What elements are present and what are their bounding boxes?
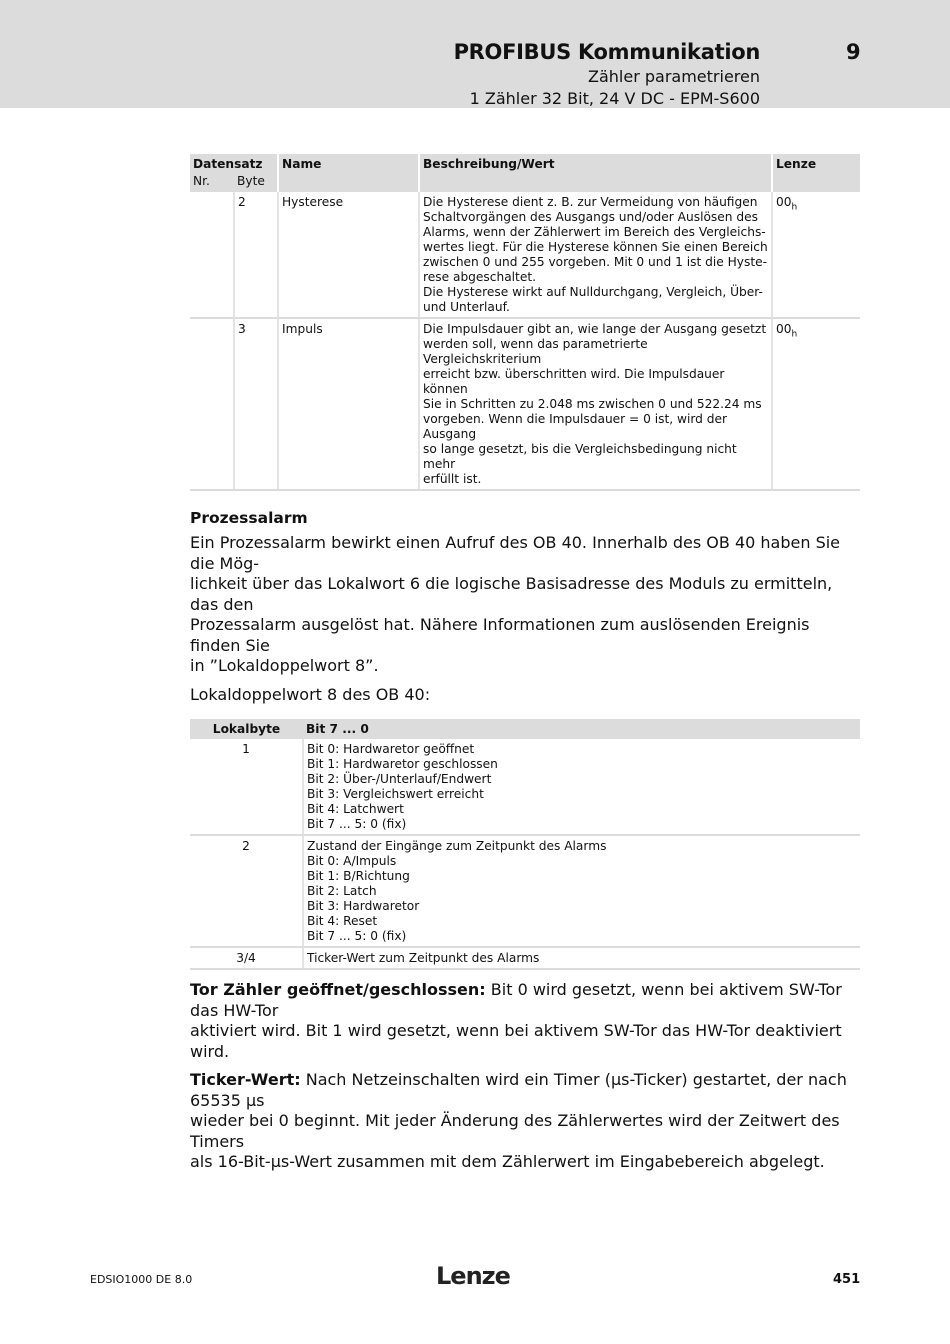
lokalbyte-cell: 1 — [190, 739, 303, 835]
description-line: und Unterlauf. — [423, 300, 510, 314]
paragraph-line: Prozessalarm ausgelöst hat. Nähere Informationen zum auslösenden Ereignis finden Sie — [190, 615, 810, 655]
name-cell: Impuls — [278, 318, 419, 490]
lenze-cell — [772, 192, 860, 318]
nr-cell — [190, 192, 234, 318]
description-line: Alarms, wenn der Zählerwert im Bereich des Vergleichs- — [423, 225, 766, 239]
header-nr: Nr. — [190, 172, 234, 192]
bit-line: Bit 3: Vergleichswert erreicht — [307, 787, 484, 801]
lokaldoppelwort-table — [190, 719, 860, 970]
table-intro: Lokaldoppelwort 8 des OB 40: — [190, 684, 431, 704]
description-line: Die Impulsdauer gibt an, wie lange der Ausgang gesetzt — [423, 322, 767, 336]
prozessalarm-paragraph — [190, 533, 860, 677]
header-datensatz: Datensatz — [190, 154, 278, 172]
byte-cell: 3 — [234, 318, 278, 490]
description-line: wertes liegt. Für die Hysterese können Sie einen Bereich — [423, 240, 768, 254]
section-subtitle: Zähler parametrieren — [588, 67, 760, 86]
nr-cell — [190, 318, 234, 490]
lenze-value: 00 — [776, 322, 792, 336]
tor-text-cont: aktiviert wird. Bit 1 wird gesetzt, wenn bei aktivem SW-Tor das HW-Tor deaktiviert wird. — [190, 1021, 842, 1061]
header-name: Name — [278, 154, 419, 192]
lenze-cell — [772, 318, 860, 490]
header-lokalbyte: Lokalbyte — [190, 719, 303, 739]
section-heading: Prozessalarm — [190, 509, 308, 527]
parameter-table — [190, 154, 860, 491]
bit-line: Bit 2: Über-/Unterlauf/Endwert — [307, 772, 492, 786]
description-line: zwischen 0 und 255 vorgeben. Mit 0 und 1 ist die Hyste- — [423, 255, 768, 269]
description-line: vorgeben. Wenn die Impulsdauer = 0 ist, wird der Ausgang — [423, 412, 728, 441]
description-line: Sie in Schritten zu 2.048 ms zwischen 0 und 522.24 ms — [423, 397, 762, 411]
bit-line: Zustand der Eingänge zum Zeitpunkt des Alarms — [307, 839, 607, 853]
description-cell — [419, 192, 772, 318]
paragraph-line: Ein Prozessalarm bewirkt einen Aufruf des OB 40. Innerhalb des OB 40 haben Sie die Mög- — [190, 533, 841, 573]
ticker-label: Ticker-Wert: — [190, 1070, 301, 1089]
ticker-text-cont: als 16-Bit-µs-Wert zusammen mit dem Zählerwert im Eingabebereich abgelegt. — [190, 1152, 825, 1171]
description-line: erreicht bzw. überschritten wird. Die Impulsdauer können — [423, 367, 725, 396]
lokalbyte-cell: 2 — [190, 835, 303, 947]
bit-line: Bit 7 ... 5: 0 (fix) — [307, 929, 407, 943]
chapter-number: 9 — [846, 40, 861, 64]
page-header — [0, 0, 950, 108]
bit-line: Bit 1: Hardwaretor geschlossen — [307, 757, 498, 771]
lenze-value: 00 — [776, 195, 792, 209]
description-line: rese abgeschaltet. — [423, 270, 536, 284]
bit-line: Bit 0: A/Impuls — [307, 854, 397, 868]
table-row — [190, 835, 860, 947]
page-title: PROFIBUS Kommunikation — [453, 40, 760, 64]
description-line: so lange gesetzt, bis die Vergleichsbedingung nicht mehr — [423, 442, 737, 471]
bit-line: Bit 2: Latch — [307, 884, 377, 898]
header-bits: Bit 7 ... 0 — [303, 719, 860, 739]
bits-cell — [303, 739, 860, 835]
bit-line: Bit 0: Hardwaretor geöffnet — [307, 742, 475, 756]
description-line: Die Hysterese wirkt auf Nulldurchgang, Vergleich, Über- — [423, 285, 763, 299]
ticker-note — [190, 1070, 860, 1173]
description-line: erfüllt ist. — [423, 472, 482, 486]
bit-line: Bit 4: Latchwert — [307, 802, 404, 816]
bit-line: Bit 4: Reset — [307, 914, 378, 928]
tor-label: Tor Zähler geöffnet/geschlossen: — [190, 980, 486, 999]
header-lenze: Lenze — [772, 154, 860, 192]
ticker-text: Nach Netzeinschalten wird ein Timer (µs-Ticker) gestartet, der nach 65535 µs — [190, 1070, 847, 1110]
bit-line: Bit 7 ... 5: 0 (fix) — [307, 817, 407, 831]
description-line: werden soll, wenn das parametrierte Vergleichskriterium — [423, 337, 648, 366]
ticker-text-cont: wieder bei 0 beginnt. Mit jeder Änderung des Zählerwertes wird der Zeitwert des Timers — [190, 1111, 840, 1151]
description-line: Die Hysterese dient z. B. zur Vermeidung von häufigen — [423, 195, 758, 209]
bits-cell — [303, 947, 860, 969]
bits-cell — [303, 835, 860, 947]
table-row — [190, 318, 860, 490]
lokalbyte-cell: 3/4 — [190, 947, 303, 969]
page-content — [190, 154, 860, 1181]
lenze-unit: h — [791, 202, 798, 213]
table-row — [190, 192, 860, 318]
lenze-unit: h — [791, 329, 798, 340]
subsection-subtitle: 1 Zähler 32 Bit, 24 V DC - EPM-S600 — [469, 89, 760, 108]
paragraph-line: lichkeit über das Lokalwort 6 die logische Basisadresse des Moduls zu ermitteln, das den — [190, 574, 833, 614]
description-line: Schaltvorgängen des Ausgangs und/oder Auslösen des — [423, 210, 758, 224]
table-row — [190, 739, 860, 835]
tor-note — [190, 980, 860, 1062]
name-cell: Hysterese — [278, 192, 419, 318]
notes-section — [190, 980, 860, 1173]
description-cell — [419, 318, 772, 490]
header-description: Beschreibung/Wert — [419, 154, 772, 192]
paragraph-line: in ”Lokaldoppelwort 8”. — [190, 656, 379, 675]
lenze-logo: Lenze — [436, 1262, 510, 1290]
bit-line: Ticker-Wert zum Zeitpunkt des Alarms — [307, 951, 540, 965]
header-byte: Byte — [234, 172, 278, 192]
table-row — [190, 947, 860, 969]
page-number: 451 — [833, 1272, 861, 1287]
document-id: EDSIO1000 DE 8.0 — [90, 1273, 193, 1286]
byte-cell: 2 — [234, 192, 278, 318]
bit-line: Bit 3: Hardwaretor — [307, 899, 420, 913]
tor-text: Bit 0 wird gesetzt, wenn bei aktivem SW-Tor das HW-Tor — [190, 980, 842, 1020]
bit-line: Bit 1: B/Richtung — [307, 869, 410, 883]
